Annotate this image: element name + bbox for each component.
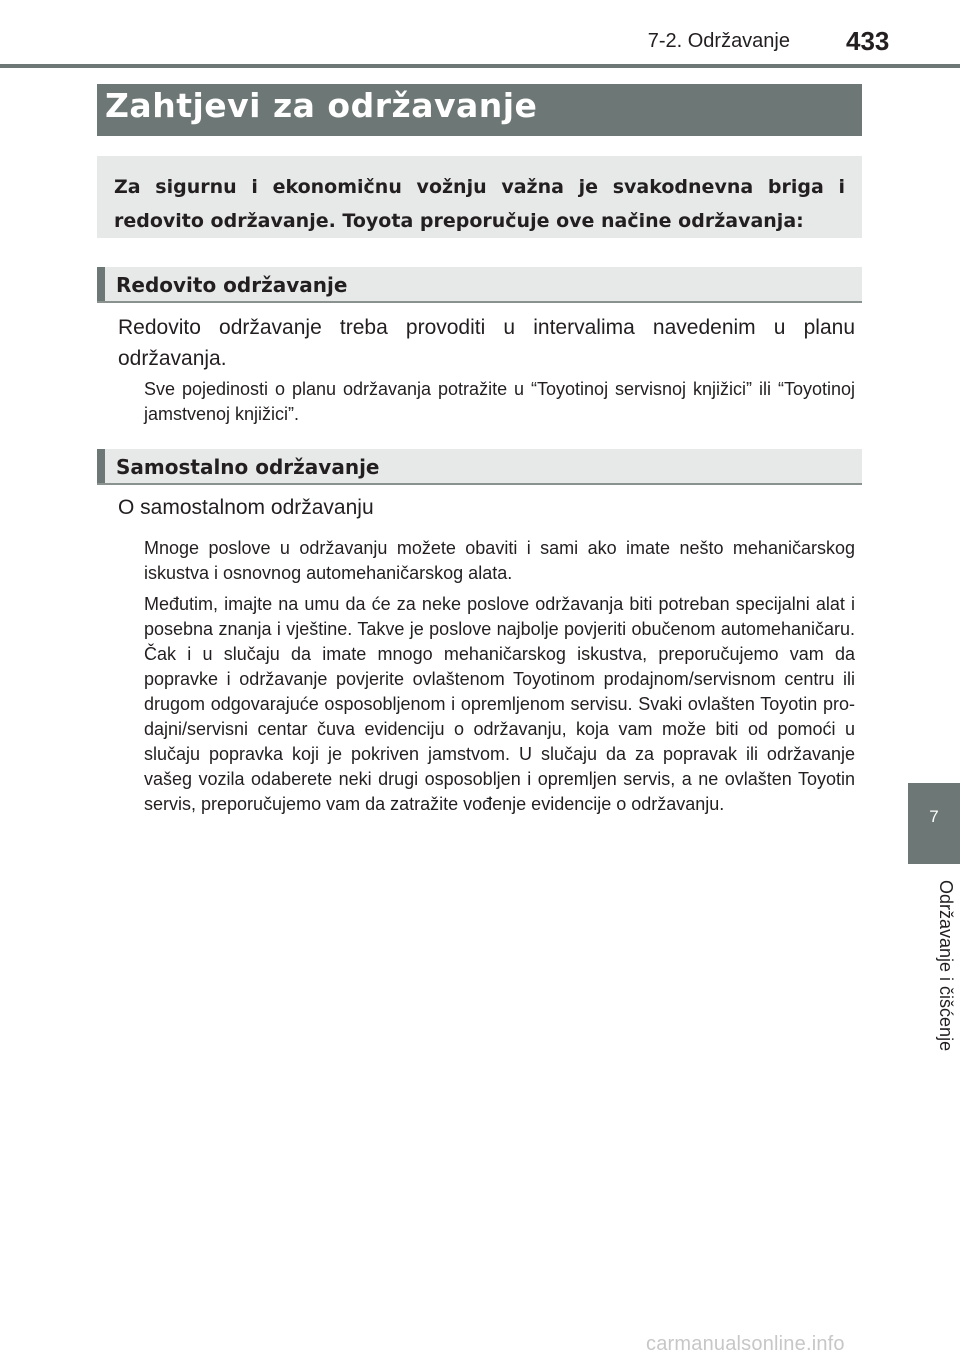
section-heading-marker — [97, 267, 105, 301]
section-heading-text: Samostalno održavanje — [116, 455, 380, 479]
header-rule — [0, 64, 960, 68]
note-paragraph: Sve pojedinosti o planu održavanja potražite u “Toyotinoj servisnoj knjižici” ili “Toyotinoj jamstvenoj knjižici”. — [144, 379, 855, 424]
note-paragraph: Mnoge poslove u održavanju možete obaviti i sami ako imate nešto mehaničarskog iskustva i osnovnog automehaničarskog alata. — [144, 538, 855, 583]
section-lead-text: Redovito održavanje treba provoditi u intervalima navedenim u planu održavanja. — [118, 316, 855, 370]
section-lead-text: O samostalnom održavanju — [118, 496, 374, 519]
page-title: Zahtjevi za održavanje — [105, 86, 538, 125]
section-heading-regular-maintenance — [97, 267, 862, 303]
intro-text: Za sigurnu i ekonomičnu vožnju važna je svakodnevna briga i redovito održavanje. Toyota preporučuje ove načine održavanja: — [114, 176, 845, 232]
note-paragraph: Međutim, imajte na umu da će za neke poslove održavanja biti potreban specijalni alat i posebna znanja i vještine. Takve je poslove najbolje povjeriti obučenom automehaničaru. Čak i u slučaju da imate mnogo mehaničarskog iskustva, preporučujemo vam da popravke i održavanje povjerite ovlaštenom Toyotinom prodajnom/servisnom centru ili drugom odgovarajuće osposobljenom i opremljenom servisu. Svaki ovlašten Toyotin prodajni/servisni centar čuva evidenciju o održavanju, koja vam može biti od pomoći u slučaju popravka koji je pokriven jamstvom. U slučaju da za popravak ili održavanje vašeg vozila odaberete neki drugi osposobljen i opremljen servis, a ne ovlašten Toyotin servis, preporučujemo vam da zatražite vođenje evidencije o održavanju. — [144, 594, 855, 814]
running-header-section: 7-2. Održavanje — [647, 30, 790, 52]
chapter-tab: 7 — [908, 783, 960, 864]
section-heading-self-maintenance — [97, 449, 862, 485]
chapter-title-vertical: Održavanje i čišćenje — [936, 880, 956, 1052]
watermark-text: carmanualsonline.info — [646, 1333, 845, 1355]
page-title-bar — [97, 84, 862, 136]
intro-box — [97, 156, 862, 238]
page-number: 433 — [846, 26, 890, 56]
section-heading-marker — [97, 449, 105, 483]
section-heading-text: Redovito održavanje — [116, 273, 348, 297]
